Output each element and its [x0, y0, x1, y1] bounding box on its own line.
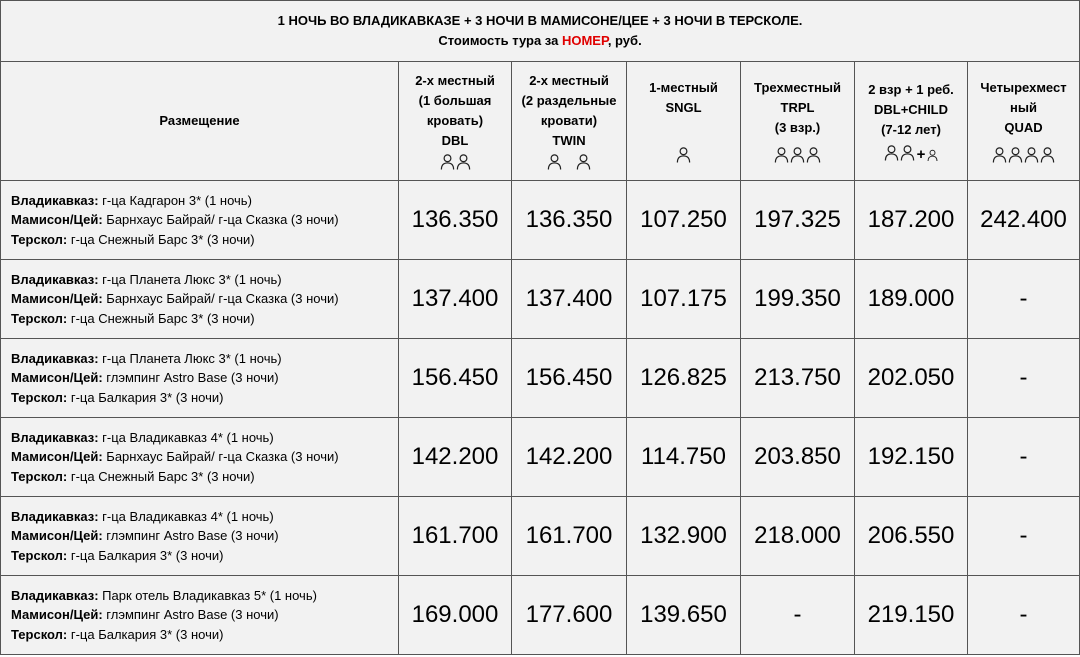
price-dbl-child: 206.550 — [855, 497, 968, 576]
price-trpl: 203.850 — [741, 418, 855, 497]
ters-hotel: г-ца Балкария 3* (3 ночи) — [67, 389, 224, 405]
price-dbl-child: 187.200 — [855, 181, 968, 260]
header-dbl — [399, 62, 512, 181]
mam-label: Мамисон/Цей: — [11, 528, 103, 544]
price-twin: 136.350 — [512, 181, 627, 260]
title-prefix: Стоимость тура за — [438, 33, 562, 48]
vlad-hotel: г-ца Кадгарон 3* (1 ночь) — [98, 192, 252, 208]
header-twin — [512, 62, 627, 181]
vlad-hotel: г-ца Планета Люкс 3* (1 ночь) — [98, 350, 282, 366]
header-dbl-child-line: (7-12 лет) — [881, 122, 941, 137]
price-dbl-child: 189.000 — [855, 260, 968, 339]
ters-label: Терскол: — [11, 626, 68, 642]
price-twin: 156.450 — [512, 339, 627, 418]
price-dbl: 136.350 — [399, 181, 512, 260]
title-line-2 — [1, 31, 1079, 51]
single-person-icon — [627, 144, 740, 164]
header-dbl-line: DBL — [441, 133, 469, 148]
price-sngl: 107.175 — [627, 260, 741, 339]
two-separate-persons-icon — [512, 151, 626, 171]
header-twin-line: (2 раздельные — [521, 93, 617, 108]
header-dbl-line: (1 большая — [418, 93, 492, 108]
vlad-label: Владикавказ: — [11, 271, 99, 287]
price-trpl: 218.000 — [741, 497, 855, 576]
header-trpl-line: Трехместный — [754, 80, 841, 95]
mam-hotel: глэмпинг Astro Base (3 ночи) — [102, 607, 279, 623]
mam-label: Мамисон/Цей: — [11, 449, 103, 465]
mam-hotel: Барнхаус Байрай/ г-ца Сказка (3 ночи) — [102, 449, 339, 465]
vlad-hotel: г-ца Владикавказ 4* (1 ночь) — [98, 429, 274, 445]
vlad-label: Владикавказ: — [11, 587, 99, 603]
vlad-hotel: г-ца Планета Люкс 3* (1 ночь) — [98, 271, 282, 287]
header-sngl — [627, 62, 741, 181]
table-row — [1, 576, 1080, 655]
price-sngl: 126.825 — [627, 339, 741, 418]
ters-hotel: г-ца Балкария 3* (3 ночи) — [67, 626, 224, 642]
header-twin-line: кровати) — [540, 113, 598, 128]
placement-cell — [1, 260, 399, 339]
vlad-label: Владикавказ: — [11, 508, 99, 524]
placement-cell — [1, 576, 399, 655]
price-trpl: 197.325 — [741, 181, 855, 260]
price-dbl: 169.000 — [399, 576, 512, 655]
mam-label: Мамисон/Цей: — [11, 607, 103, 623]
placement-cell — [1, 181, 399, 260]
header-twin-line: 2-х местный — [529, 73, 609, 88]
header-dbl-line: кровать) — [426, 113, 484, 128]
header-sngl-line: 1-местный — [649, 80, 718, 95]
price-twin: 142.200 — [512, 418, 627, 497]
price-dbl: 137.400 — [399, 260, 512, 339]
ters-hotel: г-ца Снежный Барс 3* (3 ночи) — [67, 310, 255, 326]
price-trpl: 199.350 — [741, 260, 855, 339]
mam-hotel: глэмпинг Astro Base (3 ночи) — [102, 528, 279, 544]
ters-label: Терскол: — [11, 547, 68, 563]
price-sngl: 107.250 — [627, 181, 741, 260]
header-dbl-line: 2-х местный — [415, 73, 495, 88]
placement-cell — [1, 339, 399, 418]
title-accent: НОМЕР — [561, 33, 608, 48]
price-twin: 177.600 — [512, 576, 627, 655]
table-row — [1, 418, 1080, 497]
price-quad: - — [968, 576, 1080, 655]
price-twin: 137.400 — [512, 260, 627, 339]
ters-hotel: г-ца Балкария 3* (3 ночи) — [67, 547, 224, 563]
mam-label: Мамисон/Цей: — [11, 370, 103, 386]
table-row — [1, 260, 1080, 339]
price-dbl-child: 192.150 — [855, 418, 968, 497]
header-quad-line: QUAD — [1004, 120, 1043, 135]
two-persons-icon — [399, 151, 511, 171]
price-dbl-child: 219.150 — [855, 576, 968, 655]
price-twin: 161.700 — [512, 497, 627, 576]
price-dbl: 156.450 — [399, 339, 512, 418]
ters-label: Терскол: — [11, 468, 68, 484]
mam-label: Мамисон/Цей: — [11, 212, 103, 228]
vlad-label: Владикавказ: — [11, 429, 99, 445]
table-row — [1, 339, 1080, 418]
price-dbl: 161.700 — [399, 497, 512, 576]
ters-label: Терскол: — [11, 231, 68, 247]
ters-label: Терскол: — [11, 310, 68, 326]
price-sngl: 114.750 — [627, 418, 741, 497]
price-trpl: 213.750 — [741, 339, 855, 418]
header-trpl — [741, 62, 855, 181]
price-quad: 242.400 — [968, 181, 1080, 260]
price-sngl: 132.900 — [627, 497, 741, 576]
ters-hotel: г-ца Снежный Барс 3* (3 ночи) — [67, 468, 255, 484]
price-dbl-child: 202.050 — [855, 339, 968, 418]
mam-label: Мамисон/Цей: — [11, 291, 103, 307]
mam-hotel: глэмпинг Astro Base (3 ночи) — [102, 370, 279, 386]
ters-hotel: г-ца Снежный Барс 3* (3 ночи) — [67, 231, 255, 247]
table-title — [1, 1, 1080, 62]
price-sngl: 139.650 — [627, 576, 741, 655]
header-sngl-line: SNGL — [665, 100, 702, 115]
header-spacer — [627, 118, 740, 138]
price-trpl: - — [741, 576, 855, 655]
table-row — [1, 181, 1080, 260]
price-quad: - — [968, 418, 1080, 497]
header-dbl-child-line: DBL+CHILD — [873, 102, 949, 117]
header-dbl-child-line: 2 взр + 1 реб. — [868, 82, 954, 97]
vlad-label: Владикавказ: — [11, 350, 99, 366]
two-adults-plus-child-icon — [855, 142, 967, 162]
ters-label: Терскол: — [11, 389, 68, 405]
header-quad — [968, 62, 1080, 181]
header-placement: Размещение — [1, 62, 399, 181]
price-dbl: 142.200 — [399, 418, 512, 497]
header-row — [1, 62, 1080, 181]
header-dbl-child — [855, 62, 968, 181]
table-row — [1, 497, 1080, 576]
mam-hotel: Барнхаус Байрай/ г-ца Сказка (3 ночи) — [102, 291, 339, 307]
placement-cell — [1, 497, 399, 576]
title-suffix: , руб. — [607, 33, 642, 48]
vlad-hotel: г-ца Владикавказ 4* (1 ночь) — [98, 508, 274, 524]
mam-hotel: Барнхаус Байрай/ г-ца Сказка (3 ночи) — [102, 212, 339, 228]
title-line-1: 1 НОЧЬ ВО ВЛАДИКАВКАЗЕ + 3 НОЧИ В МАМИСОНЕ/ЦЕЕ + 3 НОЧИ В ТЕРСКОЛЕ. — [277, 13, 803, 28]
plus-icon: + — [916, 146, 926, 163]
price-quad: - — [968, 260, 1080, 339]
header-quad-line: Четырехмест — [980, 80, 1067, 95]
price-quad: - — [968, 497, 1080, 576]
header-trpl-line: TRPL — [780, 100, 815, 115]
placement-cell — [1, 418, 399, 497]
price-quad: - — [968, 339, 1080, 418]
four-persons-icon — [968, 144, 1079, 164]
vlad-hotel: Парк отель Владикавказ 5* (1 ночь) — [98, 587, 317, 603]
three-persons-icon — [741, 144, 854, 164]
header-twin-line: TWIN — [552, 133, 586, 148]
header-quad-line: ный — [1010, 100, 1037, 115]
vlad-label: Владикавказ: — [11, 192, 99, 208]
header-trpl-line: (3 взр.) — [774, 120, 821, 135]
